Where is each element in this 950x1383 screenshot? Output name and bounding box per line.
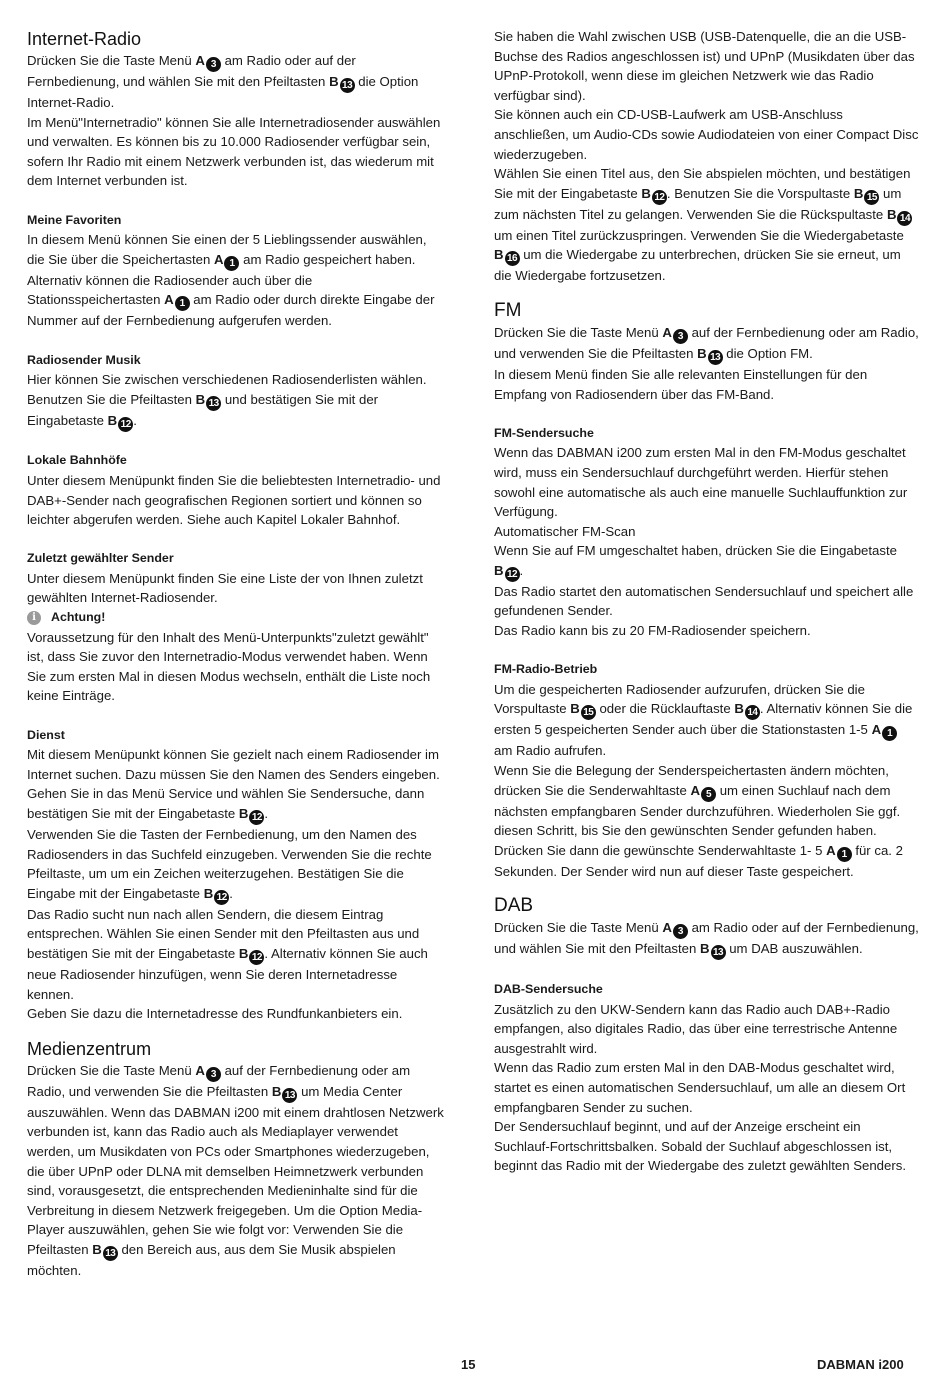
paragraph: Drücken Sie die Taste Menü A 3 am Radio oder auf der Fernbedienung, und wählen Sie mit den Pfeiltasten B 13 um DAB auszuwählen.: [494, 920, 919, 959]
key-number-badge: 12: [652, 190, 667, 205]
key-number-badge: 12: [249, 950, 264, 965]
key-b13: B 13: [272, 1084, 298, 1099]
left-column: [27, 27, 447, 1281]
key-number-badge: 14: [897, 211, 912, 226]
paragraph: Automatischer FM-Scan: [494, 523, 636, 539]
key-b15: B 15: [570, 701, 596, 716]
key-b13: B 13: [92, 1242, 118, 1257]
key-a3: A 3: [195, 53, 221, 68]
info-icon: i: [27, 611, 41, 625]
key-number-badge: 15: [864, 190, 879, 205]
right-column: [494, 27, 919, 1176]
key-number-badge: 5: [701, 787, 716, 802]
key-b13: B 13: [700, 941, 726, 956]
key-b13: B 13: [196, 392, 222, 407]
paragraph: Verwenden Sie die Tasten der Fernbedienung, um den Namen des Radiosenders in das Suchfeld einzugeben. Verwenden Sie die rechte Pfeiltaste, um um ein Zeichen weiterzugehen. Bestätigen Sie die Eingabe mit der Eingabetaste B 12 .: [27, 827, 432, 903]
key-b13: B 13: [329, 74, 355, 89]
paragraph: Hier können Sie zwischen verschiedenen Radiosenderlisten wählen. Benutzen Sie die Pfeiltasten B 13 und bestätigen Sie mit der Eingabetaste B 12 .: [27, 372, 427, 430]
paragraph: Unter diesem Menüpunkt finden Sie eine Liste der von Ihnen zuletzt gewählten Internet-Radiosender.: [27, 570, 423, 606]
section-title-internet-radio: Internet-Radio: [27, 29, 142, 49]
key-b16: B 16: [494, 247, 520, 262]
key-b12: B 12: [494, 563, 520, 578]
key-number-badge: 13: [103, 1246, 118, 1261]
key-number-badge: 1: [837, 847, 852, 862]
key-number-badge: 16: [505, 251, 520, 266]
key-number-badge: 1: [882, 726, 897, 741]
key-a5: A 5: [690, 783, 716, 798]
key-b12: B 12: [204, 886, 230, 901]
paragraph: Unter diesem Menüpunkt finden Sie die beliebtesten Internetradio- und DAB+-Sender nach geografischen Regionen sortiert und können so leichter abgerufen werden. Siehe auch Kapitel Lokaler Bahnhof.: [27, 472, 441, 528]
paragraph: Das Radio kann bis zu 20 FM-Radiosender speichern.: [494, 623, 811, 639]
paragraph: Im Menü"Internetradio" können Sie alle Internetradiosender auswählen und verwalten. Es können bis zu 10.000 Radiosender verfügbar sein, sofern Ihr Radio mit einem Netzwerk verbunden ist, das wiederum mit dem Internet verbunden ist.: [27, 114, 441, 189]
section-title-fm: FM: [494, 299, 522, 321]
note-text: Voraussetzung für den Inhalt des Menü-Unterpunkts"zuletzt gewählt" ist, dass Sie zuvor den Internetradio-Modus verwendet haben. Wenn Sie zum ersten Mal in diesen Modus wechseln, enthält die Liste noch keine Einträge.: [27, 629, 431, 704]
paragraph: Der Sendersuchlauf beginnt, und auf der Anzeige erscheint ein Suchlauf-Fortschrittsbalken. Sobald der Suchlauf abgeschlossen ist, beginnt das Radio mit der Wiedergabe des zuletzt gewählten Senders.: [494, 1119, 906, 1174]
key-b15: B 15: [854, 186, 880, 201]
key-a1: A 1: [872, 722, 898, 737]
paragraph: Das Radio sucht nun nach allen Sendern, die diesem Eintrag entsprechen. Wählen Sie einen Sender mit den Pfeiltasten aus und bestätigen Sie mit der Eingabetaste B 12 . Alternativ können Sie auch neue Radiosender hinzufügen, wenn Sie deren Internetadresse kennen.: [27, 906, 428, 1002]
paragraph: Wenn das Radio zum ersten Mal in den DAB-Modus geschaltet wird, startet es einen automatischen Sendersuchlauf, um alle an diesem Ort empfangbaren Sender zu suchen.: [494, 1060, 906, 1115]
section-title-medienzentrum: Medienzentrum: [27, 1038, 152, 1059]
subheading-musik: Radiosender Musik: [27, 352, 141, 367]
key-a3: A 3: [662, 325, 688, 340]
key-b12: B 12: [239, 806, 265, 821]
paragraph: Wenn Sie auf FM umgeschaltet haben, drücken Sie die Eingabetaste B 12 .: [494, 543, 897, 580]
key-a1: A 1: [164, 292, 190, 307]
key-number-badge: 12: [118, 417, 133, 432]
key-number-badge: 12: [249, 810, 264, 825]
key-number-badge: 3: [673, 329, 688, 344]
key-b14: B 14: [887, 207, 913, 222]
key-a3: A 3: [662, 920, 688, 935]
paragraph: Drücken Sie die Taste Menü A 3 auf der Fernbedienung oder am Radio, und verwenden Sie die Pfeiltasten B 13 die Option FM.: [494, 324, 919, 363]
key-number-badge: 13: [708, 350, 723, 365]
key-a1: A 1: [214, 252, 240, 267]
key-number-badge: 12: [214, 890, 229, 905]
key-a3: A 3: [195, 1063, 221, 1078]
subheading-zuletzt: Zuletzt gewählter Sender: [27, 551, 174, 566]
key-number-badge: 3: [673, 924, 688, 939]
key-number-badge: 3: [206, 57, 221, 72]
paragraph: Geben Sie dazu die Internetadresse des Rundfunkanbieters ein.: [27, 1006, 403, 1022]
key-number-badge: 14: [745, 705, 760, 720]
key-b13: B 13: [697, 346, 723, 361]
paragraph: Drücken Sie die Taste Menü A 3 am Radio oder auf der Fernbedienung, und wählen Sie mit den Pfeiltasten B 13 die Option Internet-Radio.: [27, 53, 419, 110]
key-number-badge: 13: [340, 78, 355, 93]
key-number-badge: 13: [206, 396, 221, 411]
subheading-bahnhoefe: Lokale Bahnhöfe: [27, 453, 127, 468]
paragraph: In diesem Menü finden Sie alle relevanten Einstellungen für den Empfang von Radiosendern über das FM-Band.: [494, 366, 868, 402]
key-number-badge: 12: [505, 567, 520, 582]
key-a1: A 1: [826, 843, 852, 858]
page-number: 15: [461, 1357, 476, 1372]
key-number-badge: 3: [206, 1067, 221, 1082]
note-heading: [27, 608, 447, 628]
subheading-dienst: Dienst: [27, 727, 65, 742]
paragraph: Zusätzlich zu den UKW-Sendern kann das Radio auch DAB+-Radio empfangen, also digitales Radio, das über eine terrestrische Antenne ausgestrahlt wird.: [494, 1001, 898, 1056]
key-b12: B 12: [641, 186, 667, 201]
paragraph: Das Radio startet den automatischen Sendersuchlauf und speichert alle gefundenen Sender.: [494, 583, 914, 619]
paragraph: Mit diesem Menüpunkt können Sie gezielt nach einem Radiosender im Internet suchen. Dazu müssen Sie den Namen des Senders eingeben.: [27, 747, 440, 782]
paragraph: Gehen Sie in das Menü Service und wählen Sie Sendersuche, dann bestätigen Sie mit der Eingabetaste B 12 .: [27, 786, 425, 823]
key-number-badge: 13: [282, 1088, 297, 1103]
key-number-badge: 1: [175, 296, 190, 311]
key-b12: B 12: [239, 946, 265, 961]
paragraph: Sie können auch ein CD-USB-Laufwerk am USB-Anschluss anschließen, um Audio-CDs sowie Audiodateien von einer Compact Disc wiederzugeben.: [494, 107, 919, 162]
key-number-badge: 13: [711, 945, 726, 960]
key-number-badge: 15: [581, 705, 596, 720]
subheading-favoriten: Meine Favoriten: [27, 212, 122, 227]
subheading-dab-suche: DAB-Sendersuche: [494, 982, 603, 996]
brand-label: DABMAN i200: [817, 1357, 904, 1372]
key-b14: B 14: [734, 701, 760, 716]
paragraph: Drücken Sie die Taste Menü A 3 auf der Fernbedienung oder am Radio, und verwenden Sie die Pfeiltasten B 13 um Media Center auszuwählen. Wenn das DABMAN i200 mit einem drahtlosen Netzwerk verbunden ist, kann das Radio auch als Mediaplayer verwendet werden, um Musikdaten von PCs oder Smartphones wiederzugeben, die über UPnP oder DLNA mit demselben Heimnetzwerk verbunden sind, vorausgesetzt, die entsprechenden Medieninhalte sind für die Verbreitung in diesem Netzwerk freigegeben. Um die Option Media-Player auszuwählen, gehen Sie wie folgt vor: Verwenden Sie die Pfeiltasten B 13 den Bereich aus, aus dem Sie Musik abspielen möchten.: [27, 1062, 444, 1278]
key-number-badge: 1: [224, 256, 239, 271]
subheading-fm-betrieb: FM-Radio-Betrieb: [494, 662, 598, 677]
paragraph: Sie haben die Wahl zwischen USB (USB-Datenquelle, die an die USB-Buchse des Radios angeschlossen ist) und UPnP (Musikdaten über das UPnP-Protokoll, wenn diese im gleichen Netzwerk wie das Radio verfügbar sind).: [494, 29, 915, 103]
subheading-fm-suche: FM-Sendersuche: [494, 425, 594, 440]
paragraph: Wenn Sie die Belegung der Senderspeichertasten ändern möchten, drücken Sie die Senderwahltaste A 5 um einen Suchlauf nach dem nächsten empfangbaren Sender durchzuführen. Wiederholen Sie ggf. diesen Schritt, bis Sie den gewünschten Sender gefunden haben. Drücken Sie dann die gewünschte Senderwahltaste 1- 5 A 1 für ca. 2 Sekunden. Der Sender wird nun auf dieser Taste gespeichert.: [494, 763, 903, 879]
paragraph: In diesem Menü können Sie einen der 5 Lieblingssender auswählen, die Sie über die Speichertasten A 1 am Radio gespeichert haben. Alternativ können die Radiosender auch über die Stationsspeichertasten A 1 am Radio oder durch direkte Eingabe der Nummer auf der Fernbedienung aufgerufen werden.: [27, 232, 435, 329]
note-title: Achtung!: [51, 610, 106, 625]
paragraph: Wählen Sie einen Titel aus, den Sie abspielen möchten, und bestätigen Sie mit der Eingabetaste B 12 . Benutzen Sie die Vorspultaste B 15 um zum nächsten Titel zu gelangen. Verwenden Sie die Rückspultaste B 14 um einen Titel zurückzuspringen. Verwenden Sie die Wiedergabetaste B 16 um die Wiedergabe zu unterbrechen, drücken Sie sie erneut, um die Wiedergabe fortzusetzen.: [494, 164, 919, 286]
paragraph: Um die gespeicherten Radiosender aufzurufen, drücken Sie die Vorspultaste B 15 oder die Rücklauftaste B 14 . Alternativ können Sie die ersten 5 gespeicherten Sender auch über die Stationstasten 1-5 A 1 am Radio aufrufen.: [494, 681, 913, 759]
paragraph: Wenn das DABMAN i200 zum ersten Mal in den FM-Modus geschaltet wird, muss ein Sendersuchlauf durchgeführt werden. Hierfür stehen sowohl eine automatische als auch eine manuelle Suchlauffunktion zur Verfügung.: [494, 445, 908, 520]
section-title-dab: DAB: [494, 895, 534, 917]
key-b12: B 12: [108, 413, 134, 428]
